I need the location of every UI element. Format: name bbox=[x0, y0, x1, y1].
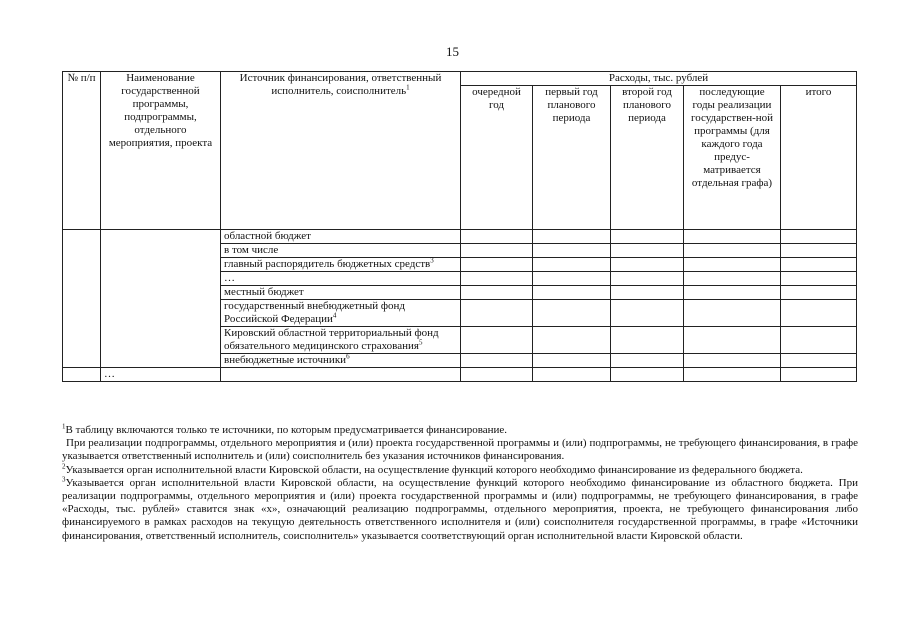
cell-source: внебюджетные источники$^6$ bbox=[221, 354, 461, 368]
header-name: Наименование государственной программы, подпрограммы, отдельного мероприятия, проекта bbox=[101, 72, 221, 230]
table-row bbox=[63, 230, 857, 244]
cell-source: … bbox=[221, 272, 461, 286]
footnote-1-continued: При реализации подпрограммы, отдельного мероприятия и (или) проекта государственной программы и (или) подпрограммы, не требующего финансирования, в графе указывается ответственный исполнитель и (или) соисполнитель без указания источников финансирования. bbox=[62, 437, 858, 463]
footnote-2: $^2$Указывается орган исполнительной власти Кировской области, на осуществление функций которого необходимо финансирование из федерального бюджета. bbox=[62, 461, 803, 476]
cell-source: Кировский областной территориальный фонд обязательного медицинского страхования$^5$ bbox=[221, 327, 461, 354]
cell-source: областной бюджет bbox=[221, 230, 461, 244]
page-number: 15 bbox=[446, 44, 459, 59]
header-expense-col: очередной год bbox=[461, 86, 533, 230]
header-expense-col: итого bbox=[781, 86, 857, 230]
footnote-3: $^3$Указывается орган исполнительной власти Кировской области, на осуществление функций которого необходимо финансирование из областного бюджета. При реализации подпрограммы, отдельного мероприятия и (или) проекта государственной программы и (или) подпрограммы, не требующего финансирования, в графе «Расходы, тыс. рублей» ставится знак «х», означающий реализацию подпрограммы, отдельного мероприятия, проекта, не требующего финансирования либо финансируемого в рамках расходов на текущую деятельность ответственного исполнителя и (или) соисполнителя государственной программы, в графе «Источники финансирования, ответственный исполнитель, соисполнитель» указывается соответствующий орган исполнительной власти Кировской области. bbox=[62, 475, 858, 542]
footnotes bbox=[62, 424, 858, 543]
cell-source: главный распорядитель бюджетных средств$^3$ bbox=[221, 258, 461, 272]
header-expense-col: последующие годы реализации государствен-ной программы (для каждого года предус-матривается отдельная графа) bbox=[684, 86, 781, 230]
header-expenses: Расходы, тыс. рублей bbox=[461, 72, 857, 86]
header-expense-col: первый год планового периода bbox=[533, 86, 611, 230]
cell-source: местный бюджет bbox=[221, 286, 461, 300]
header-num: № п/п bbox=[63, 72, 101, 230]
cell-name bbox=[101, 230, 221, 368]
cell-source: в том числе bbox=[221, 244, 461, 258]
cell-source: государственный внебюджетный фонд Российской Федерации$^4$ bbox=[221, 300, 461, 327]
cell-num bbox=[63, 230, 101, 368]
cell-name-ellipsis: … bbox=[101, 368, 221, 382]
financing-table bbox=[62, 71, 857, 382]
header-expense-col: второй год планового периода bbox=[611, 86, 684, 230]
table-row bbox=[63, 368, 857, 382]
header-source: Источник финансирования, ответственный исполнитель, соисполнитель$^1$ bbox=[221, 72, 461, 230]
footnote-1: $^1$В таблицу включаются только те источники, по которым предусматривается финансирование. bbox=[62, 422, 508, 436]
